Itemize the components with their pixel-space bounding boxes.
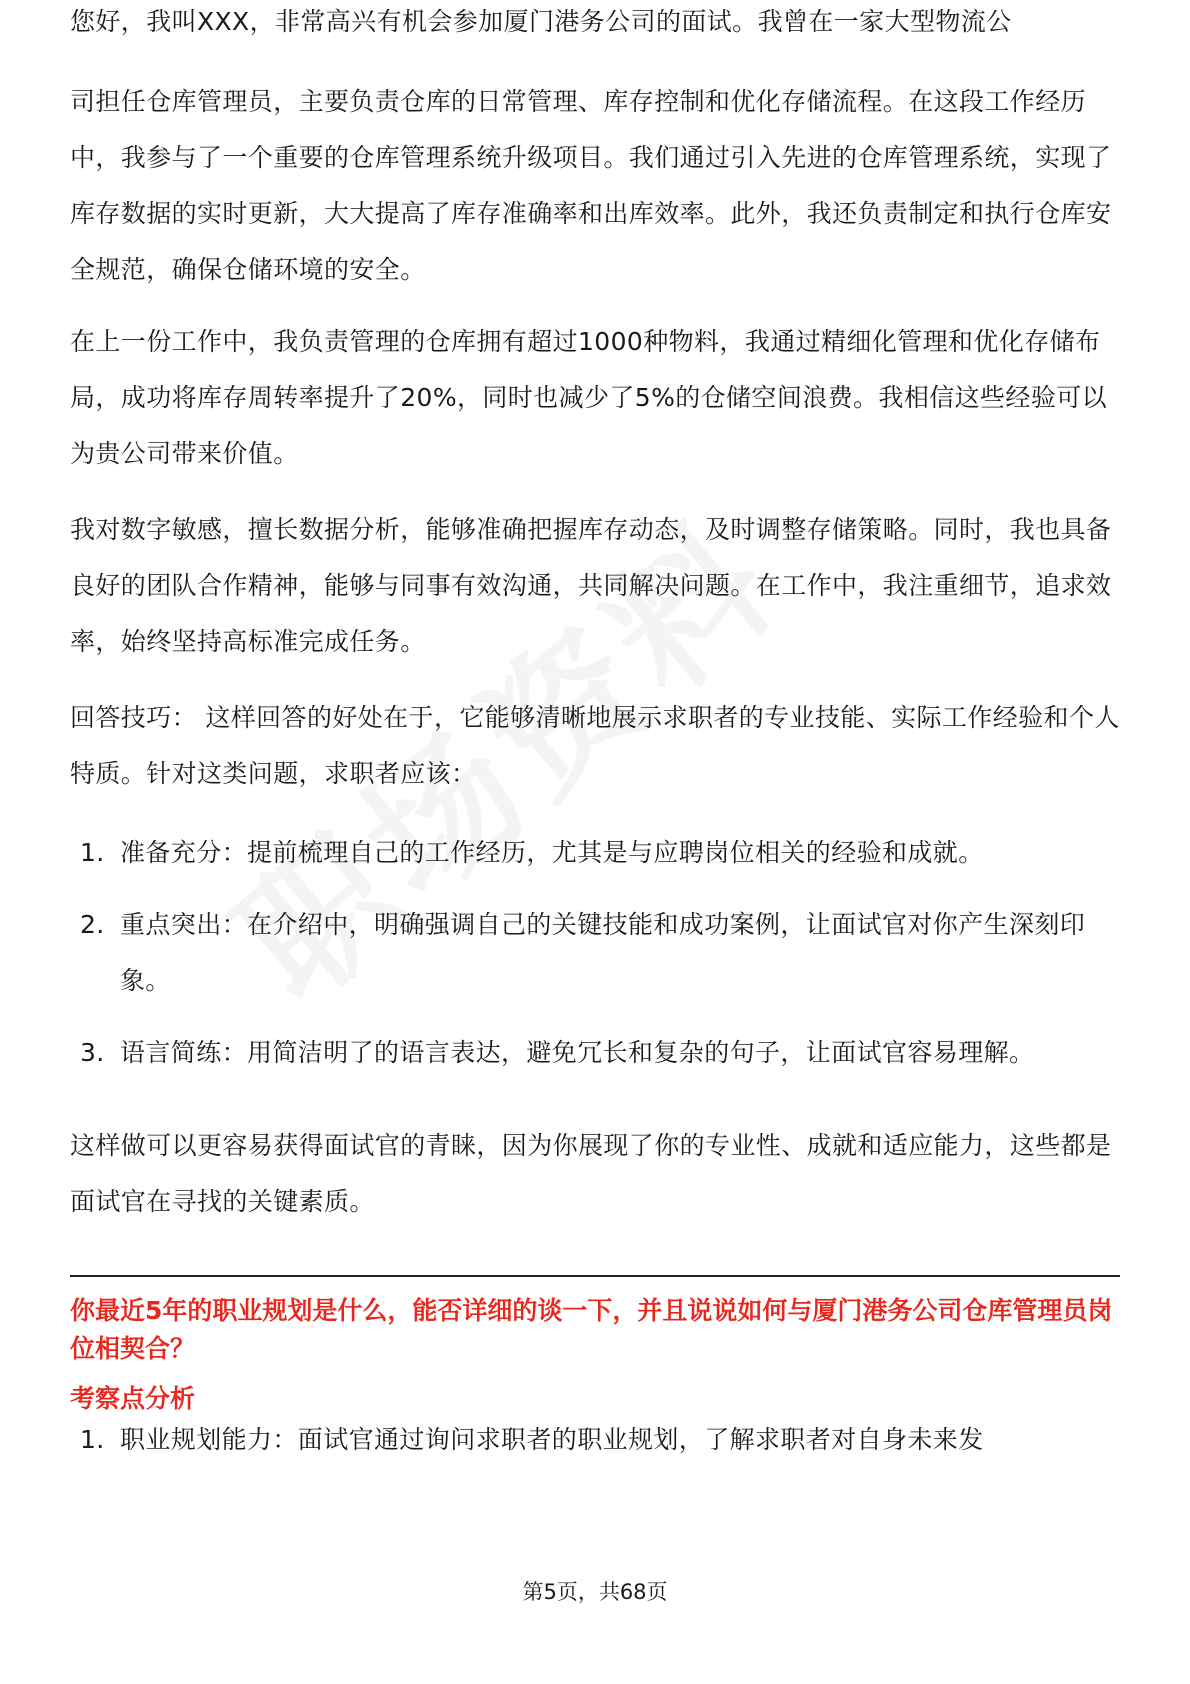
section-divider — [70, 1275, 1120, 1277]
list-item — [70, 897, 1120, 1009]
answer-paragraph-3: 我对数字敏感，擅长数据分析，能够准确把握库存动态，及时调整存储策略。同时，我也具备良好的团队合作精神，能够与同事有效沟通，共同解决问题。在工作中，我注重细节，追求效率，始终坚持高标准完成任务。 — [70, 515, 1112, 656]
list-text: 重点突出：在介绍中，明确强调自己的关键技能和成功案例，让面试官对你产生深刻印象。 — [120, 910, 1086, 995]
list-number: 2. — [80, 910, 105, 939]
list-text: 准备充分：提前梳理自己的工作经历，尤其是与应聘岗位相关的经验和成就。 — [120, 838, 984, 867]
list-number: 3. — [80, 1038, 105, 1067]
list-item — [70, 1025, 1120, 1081]
tips-list — [70, 825, 1120, 1097]
list-item — [70, 1412, 1120, 1468]
question-heading: 你最近5年的职业规划是什么，能否详细的谈一下，并且说说如何与厦门港务公司仓库管理员岗位相契合？ — [70, 1296, 1113, 1363]
analysis-list — [70, 1412, 1120, 1484]
cut-off-text: 您好，我叫XXX，非常高兴有机会参加厦门港务公司的面试。我曾在一家大型物流公 — [70, 7, 1012, 36]
answer-paragraph-2: 在上一份工作中，我负责管理的仓库拥有超过1000种物料，我通过精细化管理和优化存储布局，成功将库存周转率提升了20%，同时也减少了5%的仓储空间浪费。我相信这些经验可以为贵公司带来价值。 — [70, 327, 1108, 468]
answer-tips-intro: 回答技巧： 这样回答的好处在于，它能够清晰地展示求职者的专业技能、实际工作经验和个人特质。针对这类问题，求职者应该： — [70, 703, 1120, 788]
list-text: 语言简练：用简洁明了的语言表达，避免冗长和复杂的句子，让面试官容易理解。 — [120, 1038, 1035, 1067]
analysis-heading: 考察点分析 — [70, 1384, 196, 1413]
page-footer: 第5页，共68页 — [522, 1580, 668, 1604]
list-number: 1. — [80, 1425, 105, 1454]
list-number: 1. — [80, 838, 105, 867]
cut-off-top-line — [70, 7, 1120, 66]
list-text: 职业规划能力：面试官通过询问求职者的职业规划，了解求职者对自身未来发 — [120, 1425, 984, 1454]
list-item — [70, 825, 1120, 881]
closing-paragraph: 这样做可以更容易获得面试官的青睐，因为你展现了你的专业性、成就和适应能力，这些都是面试官在寻找的关键素质。 — [70, 1131, 1112, 1216]
answer-paragraph-1: 司担任仓库管理员，主要负责仓库的日常管理、库存控制和优化存储流程。在这段工作经历中，我参与了一个重要的仓库管理系统升级项目。我们通过引入先进的仓库管理系统，实现了库存数据的实时更新，大大提高了库存准确率和出库效率。此外，我还负责制定和执行仓库安全规范，确保仓储环境的安全。 — [70, 87, 1112, 284]
